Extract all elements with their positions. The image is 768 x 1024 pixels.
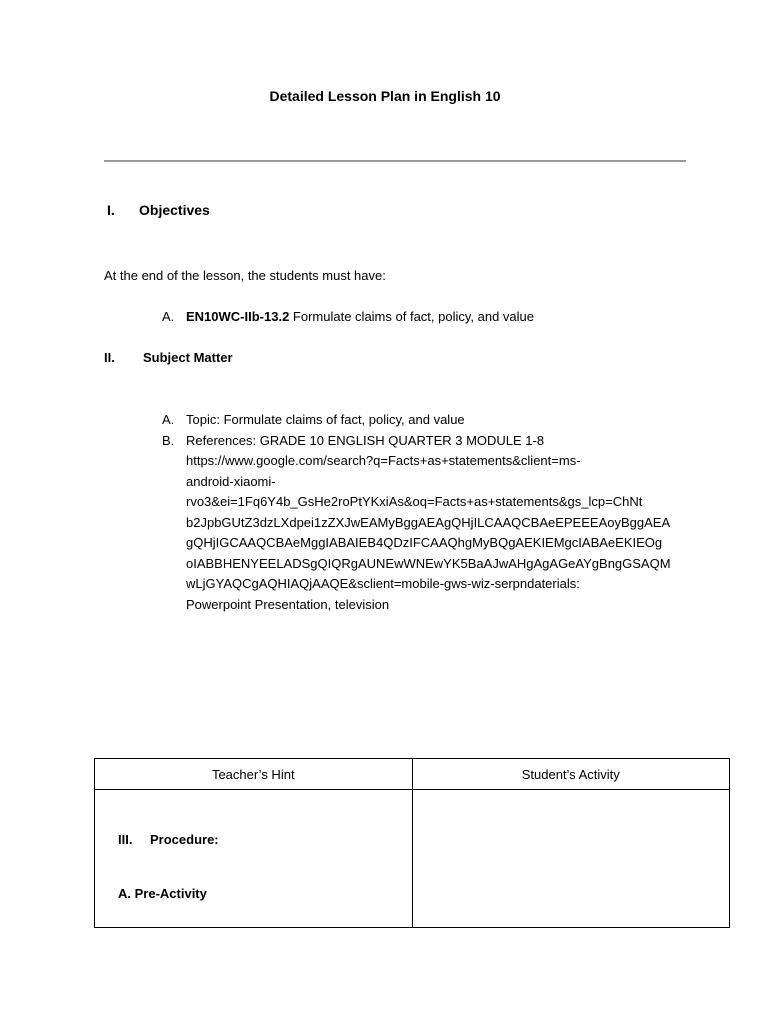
section-number: II.: [104, 350, 115, 365]
references-line: References: GRADE 10 ENGLISH QUARTER 3 MODULE 1-8: [186, 432, 545, 448]
competency-code: EN10WC-IIb-13.2: [186, 309, 290, 324]
students-activity-cell: [412, 790, 730, 928]
materials-line: Powerpoint Presentation, television: [186, 596, 390, 612]
list-letter: A.: [162, 309, 175, 324]
list-item-body: [186, 410, 692, 431]
section-objectives-heading: [107, 202, 210, 218]
procedure-heading: [118, 832, 219, 847]
section-number: I.: [107, 202, 115, 218]
list-item-body: [186, 431, 692, 616]
reference-url-line: oIABBHENYEELADSgQIQRgAUNEwWNEwYK5BaAJwAHgAgAGeAYgBngGSAQM: [186, 555, 671, 571]
list-item-references: [162, 431, 692, 616]
topic-line: Topic: Formulate claims of fact, policy, and value: [186, 412, 465, 427]
procedure-table: [94, 758, 730, 928]
section-number: III.: [118, 832, 133, 847]
procedure-label: Procedure:: [150, 832, 219, 847]
column-header-teachers-hint: Teacher’s Hint: [95, 759, 413, 790]
list-letter: A.: [162, 412, 175, 427]
table-header-row: [95, 759, 730, 790]
reference-url-line: rvo3&ei=1Fq6Y4b_GsHe2roPtYKxiAs&oq=Facts+as+statements&gs_lcp=ChNt: [186, 494, 643, 509]
list-letter: B.: [162, 432, 175, 448]
pre-activity-heading: A. Pre-Activity: [118, 886, 207, 901]
reference-url-line: b2JpbGUtZ3dzLXdpei1zZXJwEAMyBggAEAgQHjILCAAQCBAeEPEEEAoyBggAEA: [186, 514, 671, 530]
list-item-topic: [162, 410, 692, 431]
objective-text: Formulate claims of fact, policy, and value: [289, 309, 535, 324]
reference-url-line: android-xiaomi-: [186, 473, 276, 489]
objective-item-a: [162, 309, 534, 324]
horizontal-rule: [104, 160, 686, 162]
section-heading-text: Subject Matter: [143, 350, 233, 365]
section-heading-text: Objectives: [139, 202, 210, 218]
reference-url-line: https://www.google.com/search?q=Facts+as+statements&client=ms-: [186, 453, 581, 468]
subject-matter-list: [162, 410, 692, 615]
section-subject-matter-heading: [104, 350, 233, 365]
document-title: Detailed Lesson Plan in English 10: [269, 88, 501, 104]
reference-url-line: wLjGYAQCgAQHIAQjAAQE&sclient=mobile-gws-wiz-serpndaterials:: [186, 576, 580, 591]
column-header-students-activity: Student’s Activity: [412, 759, 730, 790]
table-row: [95, 790, 730, 928]
objectives-intro: At the end of the lesson, the students must have:: [104, 268, 386, 283]
teachers-hint-cell: [95, 790, 413, 928]
reference-url-line: gQHjIGCAAQCBAeMggIABAIEB4QDzIFCAAQhgMyBQgAEKIEMgcIABAeEKIEOg: [186, 535, 663, 550]
